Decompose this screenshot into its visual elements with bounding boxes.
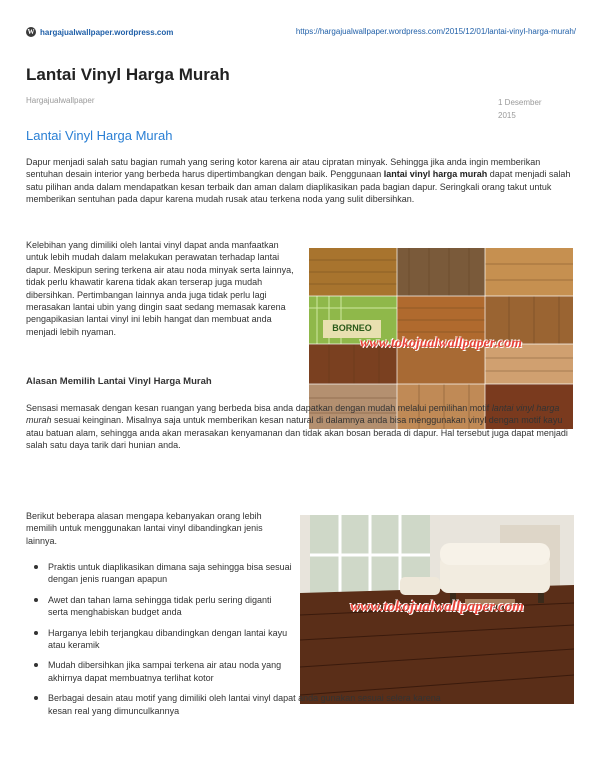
watermark-text: www.tokojualwallpaper.com [359, 336, 523, 351]
paragraph-intro-text-b: dapat menjadi salah satu pilihan anda dalam mendapatkan kesan terbaik dan aman dalam diaplikasikan pada bagian dapur. Seringkali orang takut untuk memberikan sentuhan pada dapur karena mudah rusak atau terkena noda yang sulit dibersihkan. [26, 169, 571, 205]
wordpress-icon: W [27, 28, 35, 36]
reasons-list [34, 561, 448, 725]
watermark-text-2: www.tokojualwallpaper.com [350, 599, 524, 615]
list-item: Berbagai desain atau motif yang dimiliki oleh lantai vinyl dapat anda gunakan sesuai selera karena kesan real yang dimunculkannya [34, 692, 448, 717]
paragraph-intro [26, 156, 574, 206]
page-header [26, 27, 576, 39]
site-name-text[interactable]: hargajualwallpaper.wordpress.com [40, 27, 174, 37]
paragraph-kelebihan: Kelebihan yang dimiliki oleh lantai vinyl dapat anda manfaatkan untuk lebih mudah dalam melakukan perawatan terhadap lantai dapur. Meskipun sering terkena air atau noda minyak serta lainnya, tidak perlu khawatir karena tidak akan terserap juga mudah dibersihkan. Pertimbangan lainnya anda juga tidak perlu lagi merasakan lantai ubin yang dingin saat sedang memasak karena pengapikasian lantai vinyl ini lebih hangat dan membuat anda menjadi lebih nyaman. [26, 240, 294, 337]
site-name[interactable] [26, 27, 173, 37]
list-item: Harganya lebih terjangkau dibandingkan dengan lantai kayu atau keramik [34, 627, 292, 652]
paragraph-alasan-text-b: sesuai keinginan. Misalnya saja untuk memberikan kesan natural di dalamnya anda bisa menggunakan vinyl dengan motif kayu atau batuan alam, sehingga anda akan merasakan kenyamanan dan tidak akan bosan berada di dapur. Hal tersebut juga dapat menjadi salah satu daya tarik dari hunian anda. [26, 415, 568, 451]
paragraph-intro-text-a: Dapur menjadi salah satu bagian rumah yang sering kotor karena air atau cipratan minyak. Sehingga jika anda ingin memberikan sentuhan desain interior yang berbeda harus dipertimbangkan dengan baik. Penggunaan [26, 157, 541, 180]
section-subheading: Alasan Memilih Lantai Vinyl Harga Murah [26, 376, 212, 387]
paragraph-berikut: Berikut beberapa alasan mengapa kebanyakan orang lebih memilih untuk menggunakan lantai vinyl dibandingkan jenis lainnya. [26, 511, 263, 546]
list-item: Praktis untuk diaplikasikan dimana saja sehingga bisa sesuai dengan jenis ruangan apapun [34, 561, 292, 586]
paragraph-intro-bold: lantai vinyl harga murah [383, 169, 488, 180]
post-date: 1 Desember 2015 [498, 98, 542, 120]
tiles-brand-label: BORNEO [332, 323, 372, 333]
list-item: Mudah dibersihkan jika sampai terkena air atau noda yang akhirnya dapat membuatnya terlihat kotor [34, 659, 292, 684]
page-url[interactable]: https://hargajualwallpaper.wordpress.com/2015/12/01/lantai-vinyl-harga-murah/ [295, 27, 576, 36]
paragraph-alasan-text-a: Sensasi memasak dengan kesan ruangan yang berbeda bisa anda dapatkan dengan mudah melalui pemilihan motif [26, 403, 492, 413]
post-heading: Lantai Vinyl Harga Murah [26, 128, 173, 143]
list-item: Awet dan tahan lama sehingga tidak perlu sering diganti serta menghabiskan budget anda [34, 594, 292, 619]
paragraph-alasan-italic: lantai vinyl harga murah [26, 403, 560, 426]
page-title: Lantai Vinyl Harga Murah [26, 65, 230, 84]
paragraph-alasan [26, 402, 574, 452]
post-author: Hargajualwallpaper [26, 96, 95, 105]
